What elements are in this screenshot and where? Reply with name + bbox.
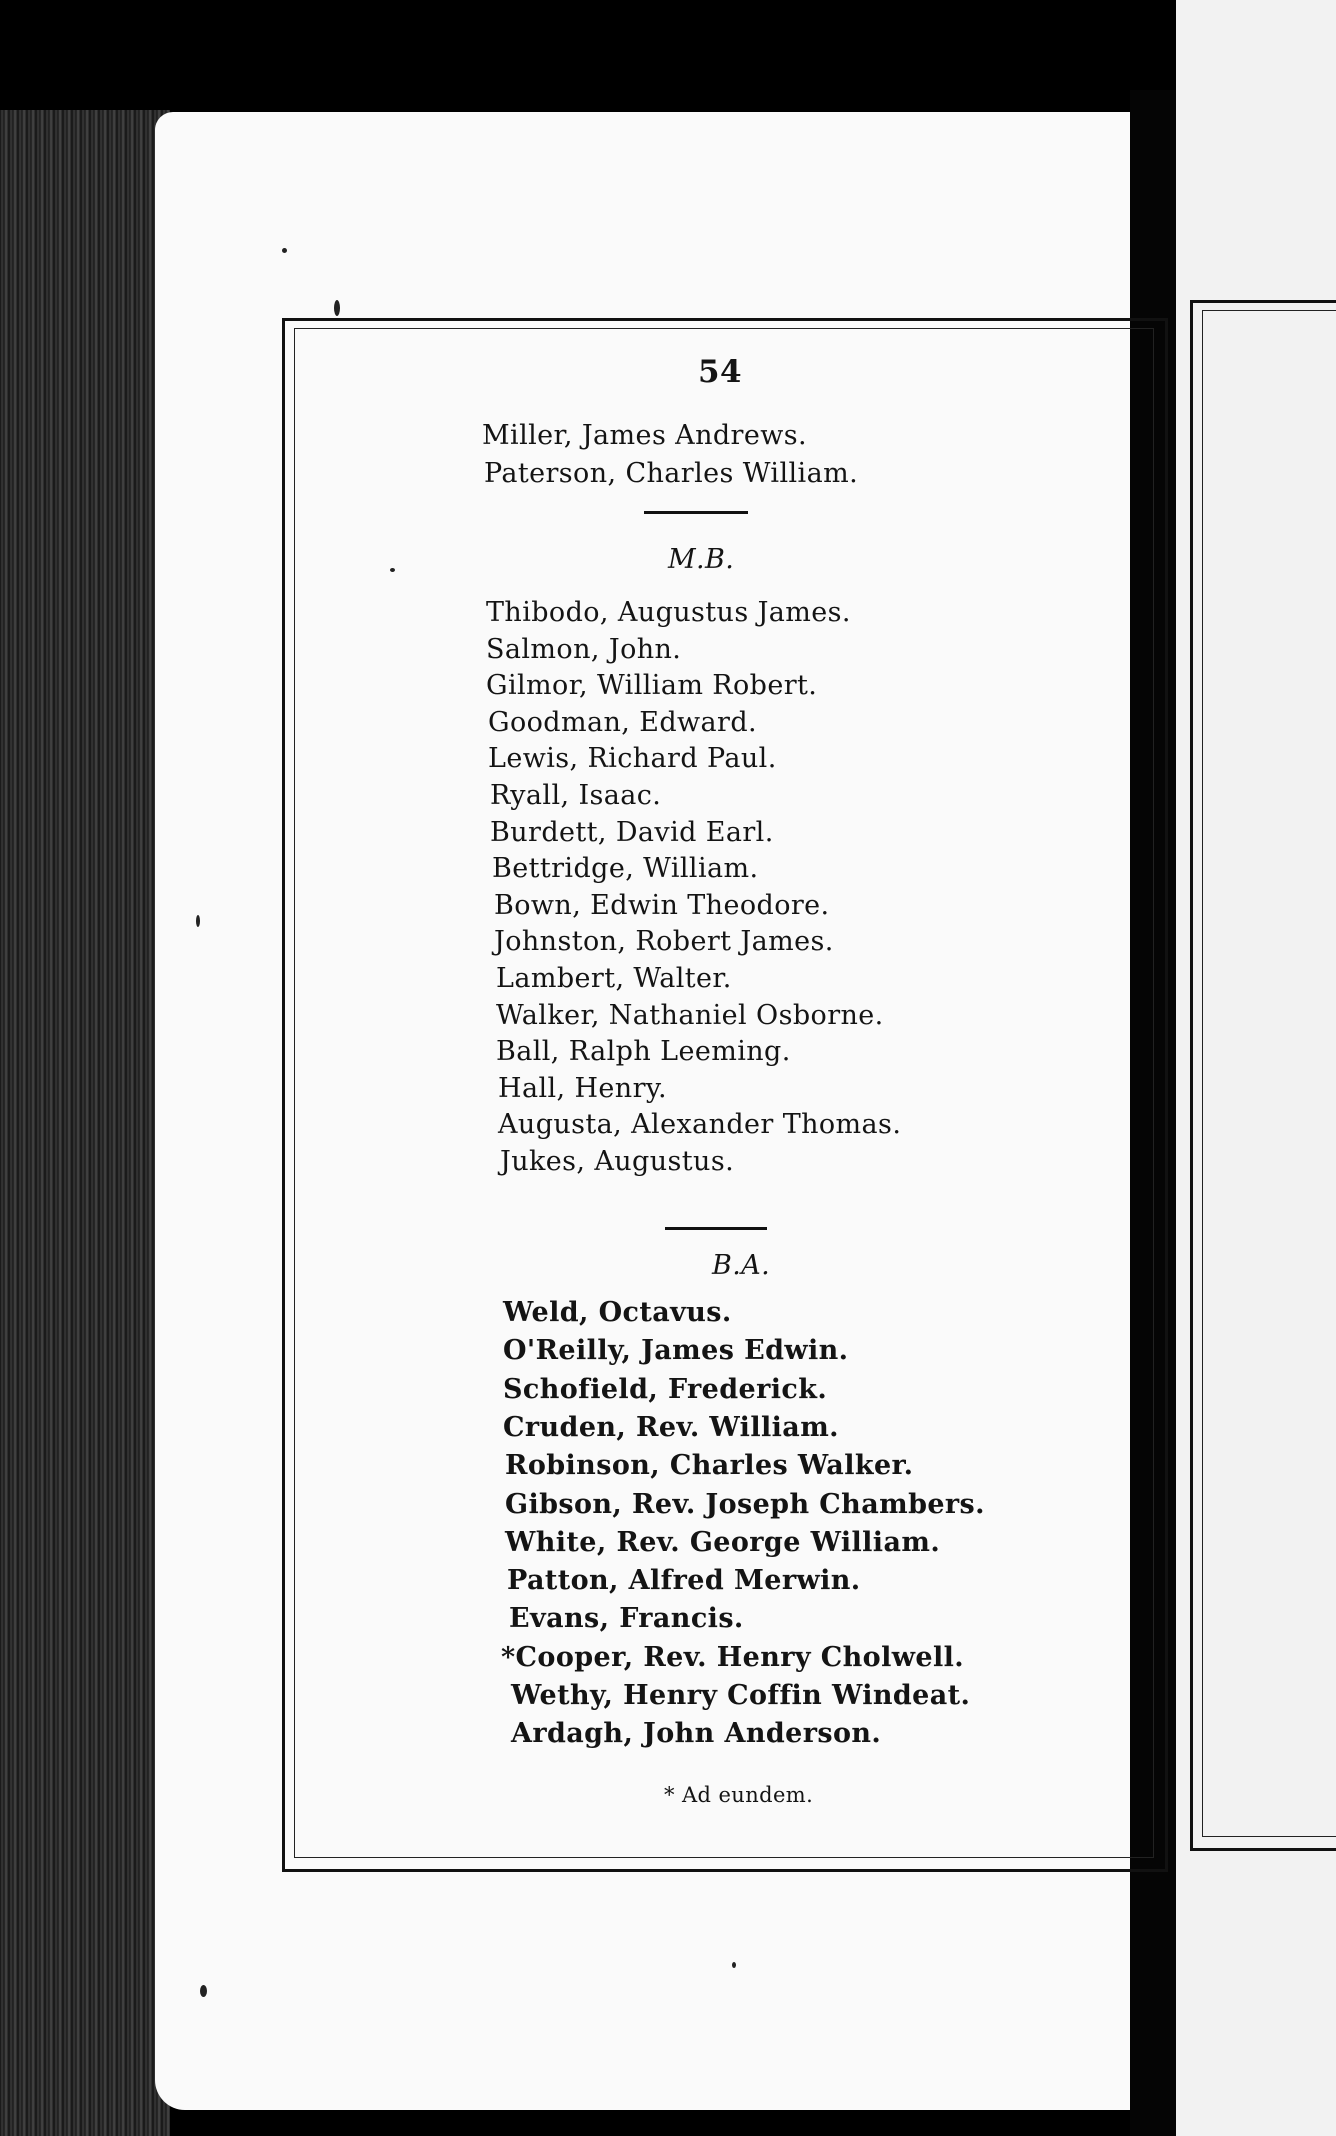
name-entry: Hall, Henry. xyxy=(498,1072,667,1104)
name-entry: Burdett, David Earl. xyxy=(490,816,774,848)
name-entry: Walker, Nathaniel Osborne. xyxy=(496,999,884,1031)
name-entry: Salmon, John. xyxy=(486,633,682,665)
name-entry: Evans, Francis. xyxy=(509,1603,744,1635)
scan-speck xyxy=(732,1962,736,1968)
name-entry: Cruden, Rev. William. xyxy=(503,1411,839,1443)
book-page-edges xyxy=(0,110,170,2136)
name-entry: Lambert, Walter. xyxy=(496,963,732,994)
name-entry: Bown, Edwin Theodore. xyxy=(494,889,830,921)
section-heading-mb: M.B. xyxy=(668,544,735,575)
name-entry: Robinson, Charles Walker. xyxy=(505,1450,914,1482)
name-entry: Goodman, Edward. xyxy=(488,706,757,738)
section-divider xyxy=(665,1227,767,1230)
adjacent-page-inner-border xyxy=(1202,310,1336,1837)
section-divider xyxy=(644,511,748,514)
name-entry: Weld, Octavus. xyxy=(503,1297,732,1328)
name-entry: Patton, Alfred Merwin. xyxy=(507,1565,861,1597)
scan-speck xyxy=(390,568,395,572)
name-entry: Miller, James Andrews. xyxy=(482,420,807,451)
name-entry: Thibodo, Augustus James. xyxy=(486,597,851,628)
scan-speck xyxy=(196,915,200,927)
name-entry: Bettridge, William. xyxy=(492,853,759,885)
name-entry: Gilmor, William Robert. xyxy=(486,670,818,702)
name-entry: White, Rev. George William. xyxy=(505,1526,941,1558)
name-entry: *Cooper, Rev. Henry Cholwell. xyxy=(501,1641,965,1673)
name-entry: Ball, Ralph Leeming. xyxy=(496,1036,791,1068)
scan-speck xyxy=(334,300,340,316)
name-entry: Schofield, Frederick. xyxy=(503,1373,828,1405)
name-entry: Lewis, Richard Paul. xyxy=(488,743,777,775)
name-entry: Jukes, Augustus. xyxy=(500,1146,735,1177)
name-entry: Johnston, Robert James. xyxy=(494,926,834,958)
name-entry: Ardagh, John Anderson. xyxy=(511,1718,882,1750)
name-entry: O'Reilly, James Edwin. xyxy=(503,1335,849,1367)
name-entry: Augusta, Alexander Thomas. xyxy=(498,1109,902,1141)
scan-speck xyxy=(200,1985,207,1997)
name-entry: Paterson, Charles William. xyxy=(484,458,859,489)
name-entry: Gibson, Rev. Joseph Chambers. xyxy=(505,1488,985,1520)
scan-speck xyxy=(282,248,287,253)
footnote: * Ad eundem. xyxy=(664,1783,814,1807)
section-heading-ba: B.A. xyxy=(712,1250,771,1281)
name-entry: Ryall, Isaac. xyxy=(490,780,662,811)
name-entry: Wethy, Henry Coffin Windeat. xyxy=(511,1680,971,1711)
page-number: 54 xyxy=(698,354,742,390)
